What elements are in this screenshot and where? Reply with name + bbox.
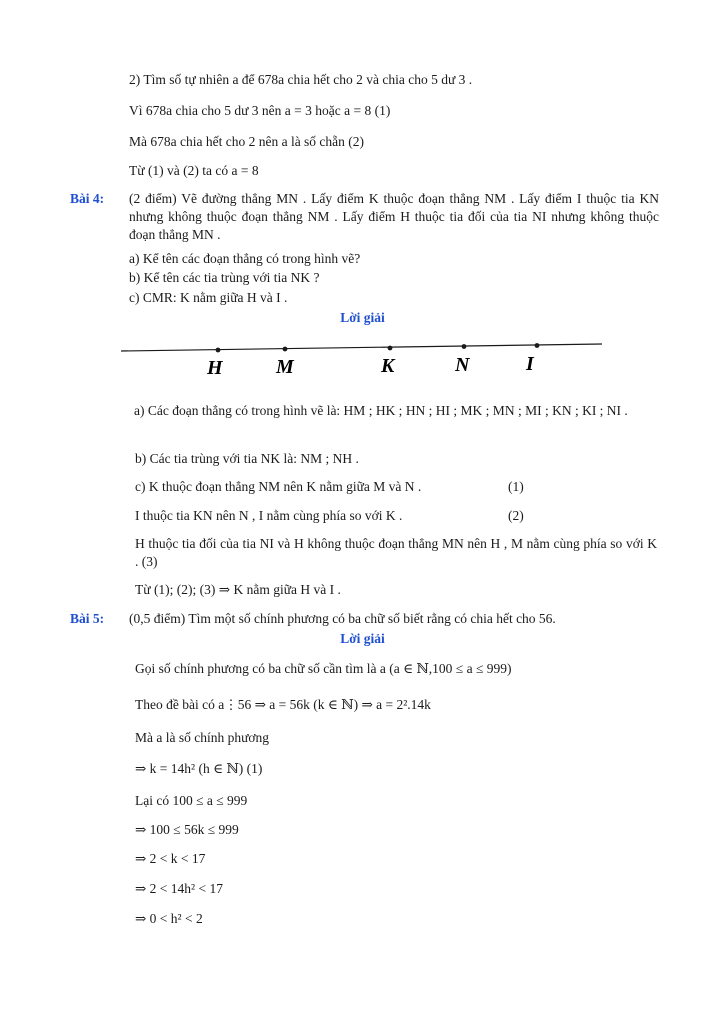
bai4-solution-title: Lời giải [340, 310, 385, 325]
point-i-label: I [526, 353, 534, 375]
bai4-answer-a: a) Các đoạn thẳng có trong hình vẽ là: HM ; HK ; HN ; HI ; MK ; MN ; MI ; KN ; KI ; NI . [134, 403, 628, 418]
bai4-answer-b: b) Các tia trùng với tia NK là: NM ; NH . [135, 451, 359, 466]
bai5-line-1: Gọi số chính phương có ba chữ số cần tìm là a (a ∈ ℕ,100 ≤ a ≤ 999) [135, 661, 512, 676]
point-k-dot [388, 346, 393, 351]
bai4-answer-c2: I thuộc tia KN nên N , I nằm cùng phía so với K . [135, 508, 403, 523]
bai5-line-5: Lại có 100 ≤ a ≤ 999 [135, 793, 248, 808]
point-i-dot [535, 343, 540, 348]
point-n-dot [462, 344, 467, 349]
straight-line [121, 344, 602, 351]
bai5-line-7: ⇒ 2 < k < 17 [135, 851, 206, 866]
bai5-label: Bài 5: [70, 611, 105, 626]
bai5-solution-title: Lời giải [340, 631, 385, 646]
bai5-line-8: ⇒ 2 < 14h² < 17 [135, 881, 223, 896]
bai4-answer-c3: H thuộc tia đối của tia NI và H không thuộc đoạn thẳng MN nên H , M nằm cùng phía so với K . (3) [135, 536, 657, 569]
bai5-statement: (0,5 điểm) Tìm một số chính phương có ba chữ số biết rằng có chia hết cho 56. [129, 611, 556, 626]
point-h-dot [216, 348, 221, 353]
point-m-dot [283, 347, 288, 352]
bai4-question-c: c) CMR: K nằm giữa H và I . [129, 290, 288, 305]
bai4-answer-c2-tag: (2) [508, 508, 524, 523]
q2-step3: Từ (1) và (2) ta có a = 8 [129, 163, 259, 178]
q2-task: 2) Tìm số tự nhiên a để 678a chia hết cho 2 và chia cho 5 dư 3 . [129, 72, 473, 87]
line-figure [0, 330, 725, 390]
bai4-answer-c1: c) K thuộc đoạn thẳng NM nên K nằm giữa M và N . [135, 479, 422, 494]
bai5-line-9: ⇒ 0 < h² < 2 [135, 911, 203, 926]
bai5-line-4: ⇒ k = 14h² (h ∈ ℕ) (1) [135, 761, 263, 776]
bai4-answer-c4: Từ (1); (2); (3) ⇒ K nằm giữa H và I . [135, 582, 341, 597]
q2-step1: Vì 678a chia cho 5 dư 3 nên a = 3 hoặc a = 8 (1) [129, 103, 391, 118]
bai4-label: Bài 4: [70, 191, 105, 206]
bai5-line-2: Theo đề bài có a⋮56 ⇒ a = 56k (k ∈ ℕ) ⇒ a = 2².14k [135, 697, 431, 712]
q2-step2: Mà 678a chia hết cho 2 nên a là số chẵn (2) [129, 134, 365, 149]
bai4-question-b: b) Kể tên các tia trùng với tia NK ? [129, 270, 320, 285]
bai4-answer-c1-tag: (1) [508, 479, 524, 494]
bai5-line-3: Mà a là số chính phương [135, 730, 270, 745]
bai4-statement: (2 điểm) Vẽ đường thẳng MN . Lấy điểm K thuộc đoạn thẳng NM . Lấy điểm I thuộc tia KN nhưng không thuộc đoạn thẳng NM . Lấy điểm H thuộc tia đối của tia NI nhưng không thuộc đoạn thẳng MN . [129, 191, 659, 242]
bai5-line-6: ⇒ 100 ≤ 56k ≤ 999 [135, 822, 239, 837]
point-k-label: K [381, 355, 395, 377]
bai4-question-a: a) Kể tên các đoạn thẳng có trong hình vẽ? [129, 251, 361, 266]
point-m-label: M [276, 356, 294, 378]
point-h-label: H [207, 357, 223, 379]
point-n-label: N [455, 354, 470, 376]
